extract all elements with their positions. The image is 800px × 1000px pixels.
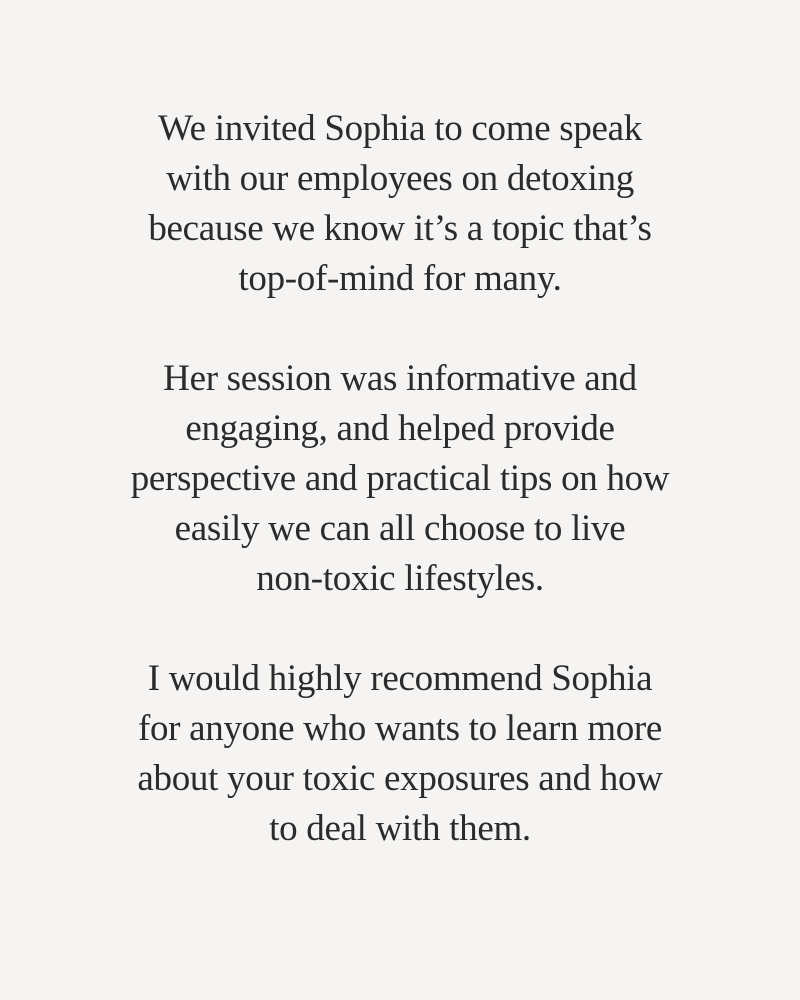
text-line: engaging, and helped provide: [185, 408, 615, 449]
text-line: Her session was informative and: [163, 358, 637, 399]
text-line: We invited Sophia to come speak: [157, 108, 643, 149]
text-line: perspective and practical tips on how: [130, 458, 670, 499]
text-line: because we know it’s a topic that’s: [148, 208, 652, 249]
text-line: for anyone who wants to learn more: [137, 708, 663, 749]
text-line: non-toxic lifestyles.: [256, 558, 544, 599]
text-line: top-of-mind for many.: [238, 258, 562, 299]
testimonial-text: [0, 104, 800, 854]
testimonial-paragraph-1: [0, 104, 800, 304]
testimonial-paragraph-3: [0, 654, 800, 854]
text-line: to deal with them.: [269, 808, 531, 849]
text-line: easily we can all choose to live: [174, 508, 626, 549]
text-line: about your toxic exposures and how: [137, 758, 663, 799]
text-line: with our employees on detoxing: [166, 158, 634, 199]
text-line: I would highly recommend Sophia: [147, 658, 653, 699]
testimonial-paragraph-2: [0, 354, 800, 604]
